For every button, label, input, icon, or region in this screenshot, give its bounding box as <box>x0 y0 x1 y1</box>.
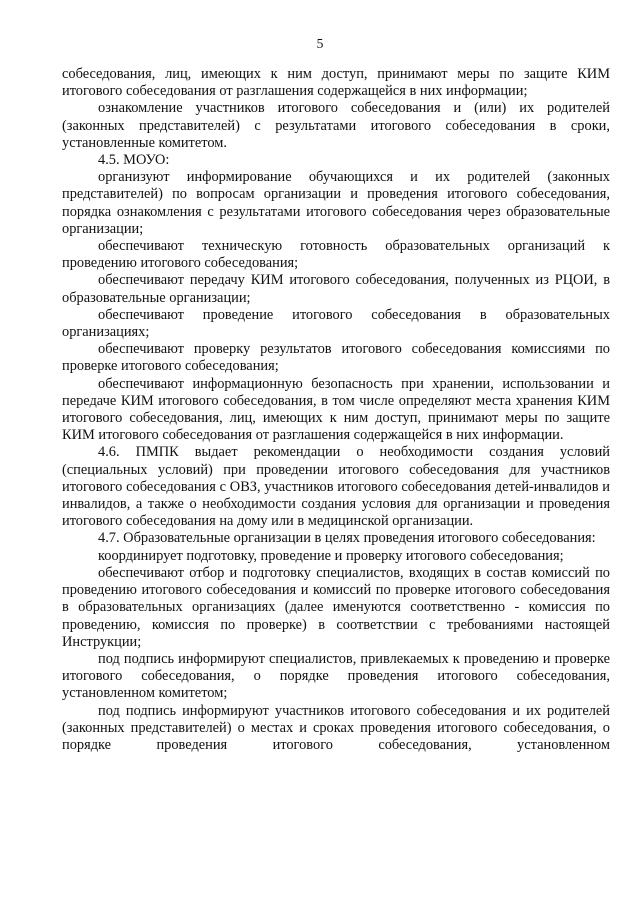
paragraph: обеспечивают передачу КИМ итогового собеседования, полученных из РЦОИ, в образовательные организации; <box>62 272 610 306</box>
page-number: 5 <box>316 36 324 51</box>
paragraph: обеспечивают проверку результатов итогового собеседования комиссиями по проверке итогового собеседования; <box>62 341 610 375</box>
paragraph: обеспечивают проведение итогового собеседования в образовательных организациях; <box>62 306 610 341</box>
paragraph-continuation: собеседования, лиц, имеющих к ним доступ, принимают меры по защите КИМ итогового собеседования от разглашения содержащейся в них информации; <box>62 66 610 100</box>
paragraph: организуют информирование обучающихся и их родителей (законных представителей) по вопросам организации и проведения итогового собеседования, порядка ознакомления с результатами итогового собеседования через образовательные организации; <box>62 169 610 237</box>
paragraph: обеспечивают информационную безопасность при хранении, использовании и передаче КИМ итогового собеседования, в том числе определяют места хранения КИМ итогового собеседования, лиц, имеющих к ним доступ, принимают меры по защите КИМ итогового собеседования от разглашения содержащейся в них информации. <box>62 375 610 444</box>
section-heading-4-5: 4.5. МОУО: <box>98 152 170 169</box>
paragraph: под подпись информируют специалистов, привлекаемых к проведению и проверке итогового собеседования, о порядке проведения итогового собеседования, установленном комитетом; <box>62 650 610 702</box>
paragraph: ознакомление участников итогового собеседования и (или) их родителей (законных представителей) с результатами итогового собеседования в сроки, установленные комитетом. <box>62 100 610 151</box>
section-4-7: 4.7. Образовательные организации в целях проведения итогового собеседования: <box>98 530 596 547</box>
paragraph-cut-off: под подпись информируют участников итогового собеседования и их родителей (законных представителей) о местах и сроках проведения итогового собеседования, о порядке проведения итогового собеседования, установленном <box>62 702 610 753</box>
paragraph: обеспечивают отбор и подготовку специалистов, входящих в состав комиссий по проведению итогового собеседования и комиссий по проверке итогового собеседования в образовательных организациях (далее именуются соответственно - комиссия по проведению, комиссия по проверке) в соответствии с требованиями настоящей Инструкции; <box>62 564 610 650</box>
document-body <box>62 66 610 754</box>
paragraph: координирует подготовку, проведение и проверку итогового собеседования; <box>98 547 564 564</box>
paragraph: обеспечивают техническую готовность образовательных организаций к проведению итогового собеседования; <box>62 238 610 272</box>
section-4-6: 4.6. ПМПК выдает рекомендации о необходимости создания условий (специальных условий) при проведении итогового собеседования для участников итогового собеседования с ОВЗ, участников итогового собеседования детей-инвалидов и инвалидов, а также о необходимости создания условия для организации и проведения итогового собеседования на дому или в медицинской организации. <box>62 444 610 530</box>
